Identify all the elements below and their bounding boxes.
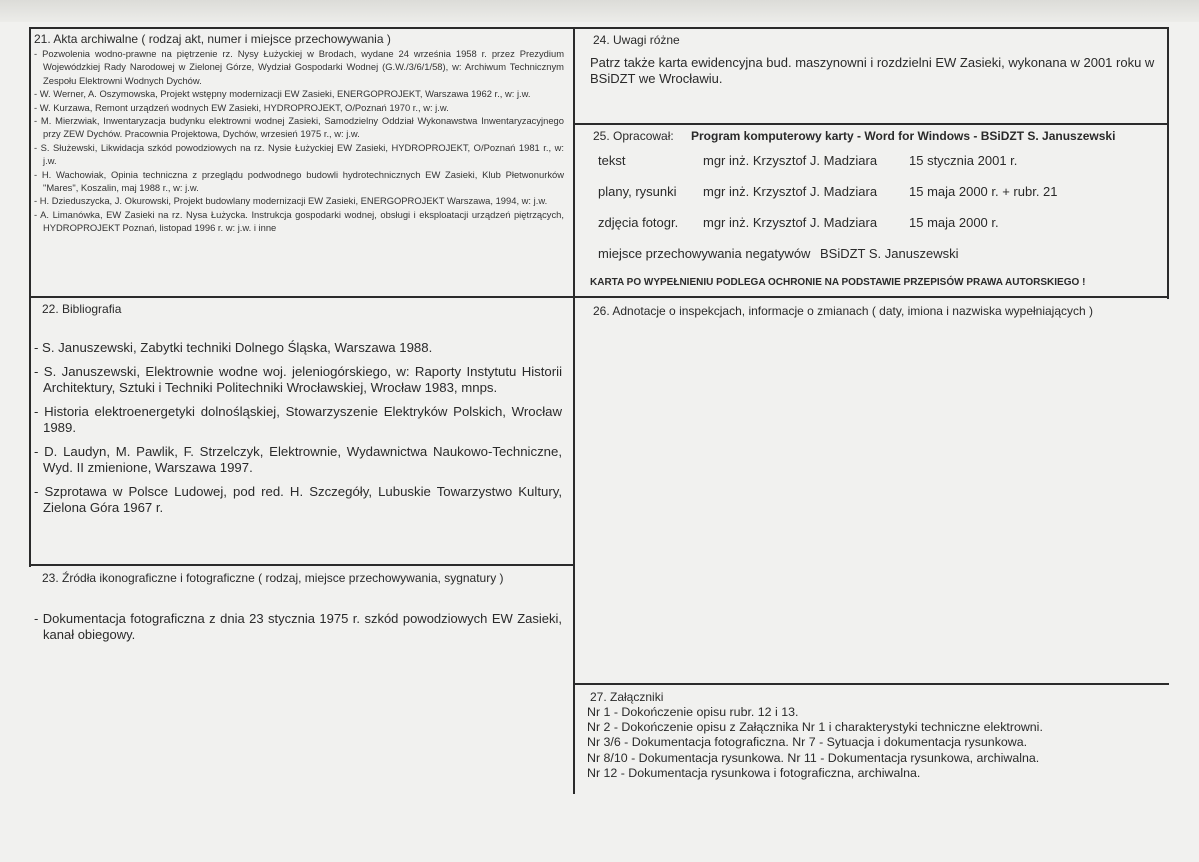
card-top-edge bbox=[0, 0, 1199, 22]
row-label-plans: plany, rysunki bbox=[598, 184, 677, 199]
row-person-text: mgr inż. Krzysztof J. Madziara bbox=[703, 153, 878, 168]
negatives-value: BSiDZT S. Januszewski bbox=[820, 246, 959, 261]
list-item: Nr 3/6 - Dokumentacja fotograficzna. Nr 7 - Sytuacja i dokumentacja rysunkowa. bbox=[587, 735, 1028, 750]
list-item: Nr 2 - Dokończenie opisu z Załącznika Nr 1 i charakterystyki techniczne elektrowni. bbox=[587, 720, 1043, 735]
list-item: - W. Werner, A. Oszymowska, Projekt wstępny modernizacji EW Zasieki, ENERGOPROJEKT, Warszawa 1962 r., w: j.w. bbox=[34, 88, 531, 100]
list-item: - Historia elektroenergetyki dolnośląskiej, Stowarzyszenie Elektryków Polskich, Wrocław 1989. bbox=[34, 404, 562, 435]
list-item: - S. Januszewski, Zabytki techniki Dolnego Śląska, Warszawa 1988. bbox=[34, 340, 433, 355]
attachments-list bbox=[587, 705, 1165, 781]
rule-24-25 bbox=[573, 123, 1169, 125]
rule-after-21-24 bbox=[29, 296, 1169, 298]
row-label-photos: zdjęcia fotogr. bbox=[598, 215, 679, 230]
list-item: Nr 12 - Dokumentacja rysunkowa i fotograficzna, archiwalna. bbox=[587, 765, 921, 780]
list-item: - H. Dzieduszycka, J. Okurowski, Projekt budowlany modernizacji EW Zasieki, ENERGOPROJEKT Warszawa, 1994, w: j.w. bbox=[34, 195, 548, 207]
section-26-annotations bbox=[590, 304, 1164, 318]
list-item: - W. Kurzawa, Remont urządzeń wodnych EW Zasieki, HYDROPROJEKT, O/Poznań 1970 r., w: j.w. bbox=[34, 101, 449, 113]
rule-26-27 bbox=[573, 683, 1169, 685]
section-21-title: 21. Akta archiwalne ( rodzaj akt, numer i miejsce przechowywania ) bbox=[34, 32, 391, 46]
section-23-iconographic-sources bbox=[34, 571, 562, 643]
section-21-archival-files bbox=[34, 32, 564, 235]
bibliography-list bbox=[34, 340, 562, 516]
section-23-title: 23. Źródła ikonograficzne i fotograficzne ( rodzaj, miejsce przechowywania, sygnatury ) bbox=[42, 571, 504, 585]
archival-list bbox=[34, 47, 564, 235]
list-item: - S. Służewski, Likwidacja szkód powodziowych na rz. Nysie Łużyckiej EW Zasieki, HYDROPROJEKT, O/Poznań 1981 r., w: j.w. bbox=[34, 141, 564, 167]
row-date-plans: 15 maja 2000 r. + rubr. 21 bbox=[909, 184, 1058, 199]
list-item: - H. Wachowiak, Opinia techniczna z przeglądu podwodnego budowli hydrotechnicznych EW Zasieki, Klub Płetwonurków "Mares", Koszalin, maj 1988 r., w: j.w. bbox=[34, 168, 564, 194]
row-person-photos: mgr inż. Krzysztof J. Madziara bbox=[703, 215, 878, 230]
list-item: Nr 1 - Dokończenie opisu rubr. 12 i 13. bbox=[587, 705, 799, 719]
section-22-title: 22. Bibliografia bbox=[42, 302, 122, 316]
list-item: - M. Mierzwiak, Inwentaryzacja budynku elektrowni wodnej Zasieki, Samodzielny Oddział Wykonawstwa Inwentaryzacyjnego przy ZEW Dychów. Pracownia Projektowa, Dychów, wrzesień 1975 r., w: j.w. bbox=[34, 115, 564, 140]
section-24-title: 24. Uwagi różne bbox=[593, 33, 680, 47]
list-item: Nr 8/10 - Dokumentacja rysunkowa. Nr 11 - Dokumentacja rysunkowa, archiwalna. bbox=[587, 750, 1040, 765]
list-item: - S. Januszewski, Elektrownie wodne woj. jeleniogórskiego, w: Raporty Instytutu Historii Architektury, Sztuki i Techniki Politechniki Wrocławskiej, Wrocław 1983, mnps. bbox=[34, 364, 562, 395]
rule-middle bbox=[573, 27, 575, 794]
section-23-text: - Dokumentacja fotograficzna z dnia 23 stycznia 1975 r. szkód powodziowych EW Zasieki, kanał obiegowy. bbox=[34, 611, 562, 642]
list-item: - D. Laudyn, M. Pawlik, F. Strzelczyk, Elektrownie, Wydawnictwa Naukowo-Techniczne, Wyd. II zmienione, Warszawa 1997. bbox=[34, 444, 562, 475]
row-date-photos: 15 maja 2000 r. bbox=[909, 215, 999, 230]
section-24-notes bbox=[590, 33, 1162, 87]
list-item: - Szprotawa w Polsce Ludowej, pod red. H. Szczegóły, Lubuskie Towarzystwo Kultury, Zielona Góra 1967 r. bbox=[34, 484, 562, 515]
row-person-plans: mgr inż. Krzysztof J. Madziara bbox=[703, 184, 878, 199]
rule-22-23 bbox=[29, 564, 575, 566]
row-label-text: tekst bbox=[598, 153, 626, 168]
program-info: Program komputerowy karty - Word for Windows - BSiDZT S. Januszewski bbox=[691, 129, 1116, 143]
rule-right bbox=[1167, 27, 1169, 299]
section-25-title: 25. Opracował: bbox=[593, 129, 674, 143]
copyright-notice: KARTA PO WYPEŁNIENIU PODLEGA OCHRONIE NA PODSTAWIE PRZEPISÓW PRAWA AUTORSKIEGO ! bbox=[590, 277, 1086, 288]
list-item: - A. Limanówka, EW Zasieki na rz. Nysa Łużycka. Instrukcja gospodarki wodnej, obsługi i eksploatacji urządzeń piętrzących, HYDROPROJEKT Poznań, listopad 1996 r. w: j.w. i inne bbox=[34, 208, 564, 234]
section-26-title: 26. Adnotacje o inspekcjach, informacje o zmianach ( daty, imiona i nazwiska wypełniających ) bbox=[593, 304, 1094, 318]
section-25-prepared-by bbox=[590, 128, 1166, 294]
section-22-bibliography bbox=[34, 302, 562, 524]
section-27-attachments bbox=[587, 690, 1165, 781]
list-item: - Pozwolenia wodno-prawne na piętrzenie rz. Nysy Łużyckiej w Brodach, wydane 24 września 1958 r. przez Prezydium Wojewódzkiej Rady Narodowej w Zielonej Górze, Wydział Gospodarki Wodnej (G.W./3/6/1/58), w: Archiwum Technicznym Zespołu Elektrowni Wodnych Dychów. bbox=[34, 48, 564, 86]
section-27-title: 27. Załączniki bbox=[590, 690, 664, 704]
negatives-label: miejsce przechowywania negatywów bbox=[598, 246, 811, 261]
row-date-text: 15 stycznia 2001 r. bbox=[909, 153, 1018, 168]
rule-top bbox=[29, 27, 1169, 29]
section-24-text: Patrz także karta ewidencyjna bud. maszynowni i rozdzielni EW Zasieki, wykonana w 2001 roku w BSiDZT we Wrocławiu. bbox=[590, 55, 1155, 86]
